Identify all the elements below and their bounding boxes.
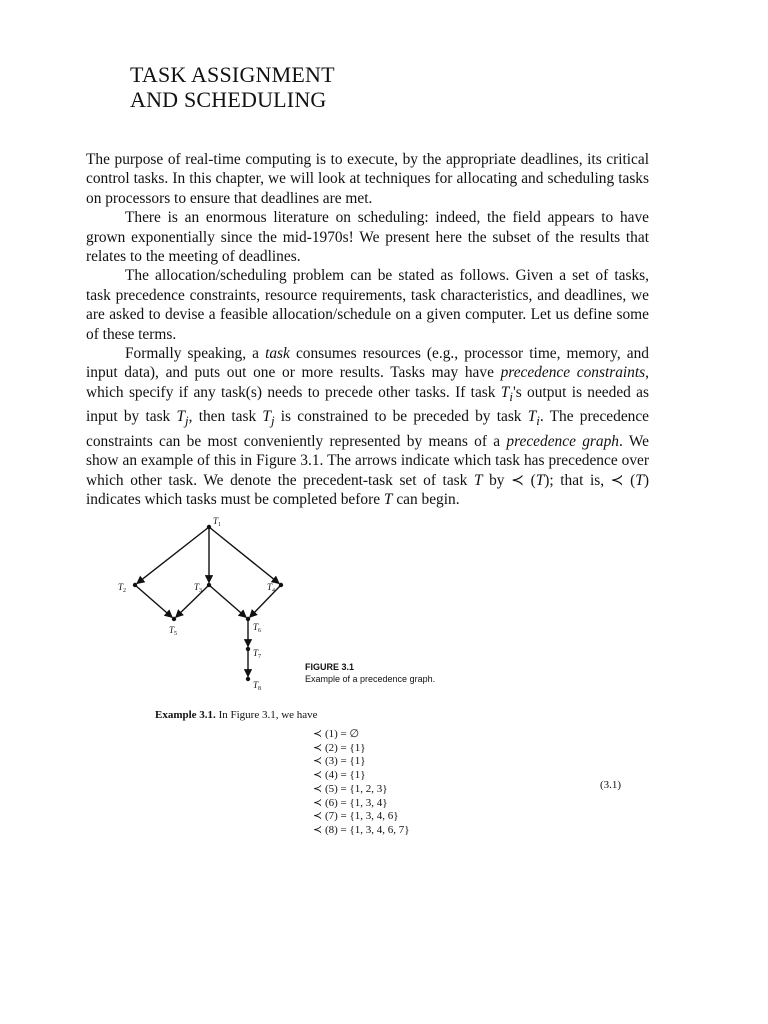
paragraph-1: The purpose of real-time computing is to execute, by the appropriate deadlines, its critical control tasks. In this chapter, we will look at techniques for allocating and scheduling tasks on processors to ensure that deadlines are met. [86, 151, 649, 207]
graph-node-t7 [246, 647, 250, 651]
chapter-title [130, 62, 335, 112]
graph-edge-t4-t6 [250, 585, 281, 617]
graph-node-label-t7: $T_7$ [253, 648, 262, 660]
equation-number: (3.1) [600, 779, 622, 791]
equation-block [313, 728, 410, 838]
graph-node-t5 [172, 617, 176, 621]
equation-line: ≺ (6) = {1, 3, 4} [313, 796, 388, 809]
equation-line: ≺ (4) = {1} [313, 769, 366, 782]
term-task: task [265, 345, 290, 363]
precedence-graph [100, 515, 300, 700]
example-heading [155, 709, 318, 722]
graph-node-t1 [207, 525, 211, 529]
graph-edge-t1-t2 [137, 527, 209, 583]
paragraph-3: The allocation/scheduling problem can be stated as follows. Given a set of tasks, task precedence constraints, resource requirements, task characteristics, and deadlines, we are asked to devise a feasible allocation/schedule on a given computer. Let us define some of these terms. [86, 267, 649, 343]
equation-line: ≺ (7) = {1, 3, 4, 6} [313, 810, 399, 823]
equation-line: ≺ (5) = {1, 2, 3} [313, 782, 388, 795]
example-label: Example 3.1. [155, 709, 216, 721]
graph-node-t4 [279, 583, 283, 587]
figure-label: FIGURE 3.1 [305, 662, 355, 672]
graph-edge-t1-t4 [209, 527, 279, 583]
graph-node-label-t6: $T_6$ [253, 622, 262, 634]
graph-node-label-t3: $T_3$ [194, 582, 203, 594]
equation-line: ≺ (8) = {1, 3, 4, 6, 7} [313, 823, 410, 836]
chapter-title-line-1: TASK ASSIGNMENT [130, 62, 335, 87]
graph-node-t8 [246, 677, 250, 681]
equation-line: ≺ (3) = {1} [313, 755, 366, 768]
example-intro: In Figure 3.1, we have [218, 709, 318, 721]
graph-edge-t3-t6 [209, 585, 246, 617]
paragraph-2: There is an enormous literature on scheduling: indeed, the field appears to have grown exponentially since the mid-1970s! We present here the subset of the results that relates to the meeting of deadlines. [86, 209, 649, 266]
term-precedence-graph: precedence graph [506, 432, 619, 450]
graph-node-t6 [246, 617, 250, 621]
equation-line: ≺ (2) = {1} [313, 741, 366, 754]
graph-edge-t3-t5 [176, 585, 209, 617]
graph-node-label-t5: $T_5$ [169, 625, 178, 637]
graph-node-t3 [207, 583, 211, 587]
graph-node-label-t2: $T_2$ [118, 582, 127, 594]
chapter-title-line-2: AND SCHEDULING [130, 87, 327, 112]
graph-node-t2 [133, 583, 137, 587]
figure-caption [305, 661, 435, 685]
figure-description: Example of a precedence graph. [305, 674, 436, 684]
graph-node-label-t1: $T_1$ [213, 516, 222, 528]
graph-node-label-t8: $T_8$ [253, 680, 262, 692]
term-precedence-constraints: precedence constraints [500, 364, 646, 382]
graph-node-label-t4: $T_4$ [267, 582, 276, 594]
equation-line: ≺ (1) = ∅ [313, 728, 360, 740]
graph-edge-t2-t5 [135, 585, 172, 617]
paragraph-4: Formally speaking, a task consumes resources (e.g., processor time, memory, and input data), and puts out one or more results. Tasks may have precedence constraints, which specify if any task(s) needs to precede other tasks. If task $T_i's$ output is needed as input by task $T_j$, then task $T_j$ is constrained to be preceded by task $T_i$. The precedence constraints can be most conveniently represented by means of a precedence graph. We show an example of this in Figure 3.1. The arrows indicate which task has precedence over which other task. We denote the precedent-task set of task T by ≺ (T); that is, ≺ (T) indicates which tasks must be completed before T can begin. [86, 345, 650, 509]
body-text [86, 150, 649, 509]
